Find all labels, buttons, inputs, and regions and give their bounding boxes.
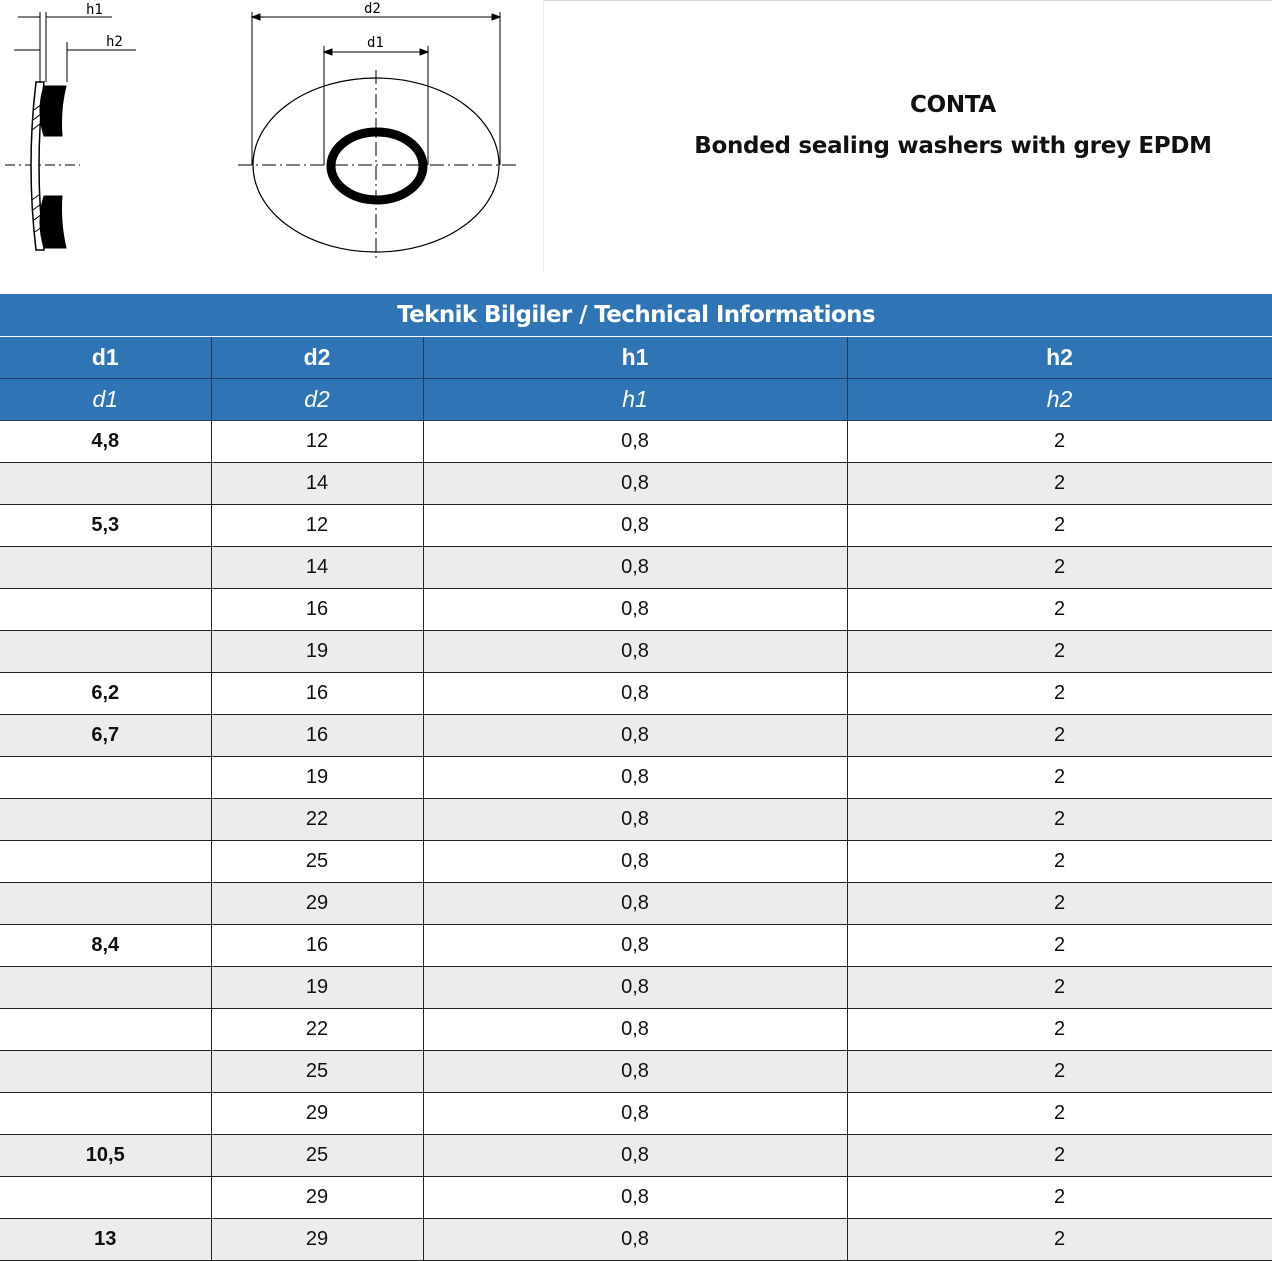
- cell-d1: 4,8: [0, 421, 211, 463]
- cell-h2: 2: [847, 589, 1272, 631]
- cell-h2: 2: [847, 925, 1272, 967]
- technical-drawing: [0, 0, 544, 272]
- cell-d2: 25: [211, 1135, 423, 1177]
- cell-d2: 19: [211, 631, 423, 673]
- column-subheader-d1: d1: [0, 379, 211, 421]
- cell-d1: 5,3: [0, 505, 211, 547]
- cell-d2: 16: [211, 589, 423, 631]
- cell-h1: 0,8: [423, 1051, 847, 1093]
- table-row: [0, 715, 1272, 757]
- top-rule: [543, 0, 1272, 1]
- cell-d2: 19: [211, 967, 423, 1009]
- table-row: [0, 883, 1272, 925]
- column-header-h1: h1: [423, 337, 847, 379]
- cell-h2: 2: [847, 841, 1272, 883]
- cell-h2: 2: [847, 1051, 1272, 1093]
- cell-h1: 0,8: [423, 1219, 847, 1261]
- title-block: [543, 85, 1272, 167]
- d2-dimension-label: d2: [364, 1, 381, 17]
- h1-dimension-label: h1: [86, 2, 103, 18]
- table-row: [0, 1177, 1272, 1219]
- cell-d1: 6,2: [0, 673, 211, 715]
- table-row: [0, 1051, 1272, 1093]
- cell-h2: 2: [847, 673, 1272, 715]
- table-row: [0, 421, 1272, 463]
- cell-d1: 8,4: [0, 925, 211, 967]
- cell-h2: 2: [847, 715, 1272, 757]
- table-row: [0, 505, 1272, 547]
- cell-h2: 2: [847, 421, 1272, 463]
- table-row: [0, 673, 1272, 715]
- table-row: [0, 1219, 1272, 1261]
- cell-h2: 2: [847, 1135, 1272, 1177]
- cell-h1: 0,8: [423, 841, 847, 883]
- cell-h1: 0,8: [423, 673, 847, 715]
- table-row: [0, 1135, 1272, 1177]
- cell-d1: [0, 841, 211, 883]
- cell-d1: 13: [0, 1219, 211, 1261]
- cell-d1: [0, 883, 211, 925]
- h2-dimension-label: h2: [106, 34, 123, 50]
- column-subheader-row: [0, 379, 1272, 421]
- cell-d2: 29: [211, 883, 423, 925]
- table-caption-row: [0, 294, 1272, 337]
- cell-d2: 14: [211, 547, 423, 589]
- cell-h2: 2: [847, 1177, 1272, 1219]
- cell-h1: 0,8: [423, 421, 847, 463]
- cell-h1: 0,8: [423, 1009, 847, 1051]
- cell-d2: 25: [211, 841, 423, 883]
- cell-h1: 0,8: [423, 757, 847, 799]
- cell-d1: [0, 547, 211, 589]
- cell-h2: 2: [847, 883, 1272, 925]
- cell-h1: 0,8: [423, 883, 847, 925]
- cell-d2: 29: [211, 1177, 423, 1219]
- cell-h1: 0,8: [423, 547, 847, 589]
- cell-h1: 0,8: [423, 631, 847, 673]
- cell-d1: [0, 631, 211, 673]
- cell-h2: 2: [847, 1219, 1272, 1261]
- cell-d1: [0, 463, 211, 505]
- technical-table: [0, 294, 1272, 1261]
- column-header-d2: d2: [211, 337, 423, 379]
- cell-d2: 12: [211, 505, 423, 547]
- cell-h2: 2: [847, 967, 1272, 1009]
- column-subheader-h2: h2: [847, 379, 1272, 421]
- cell-h1: 0,8: [423, 967, 847, 1009]
- cell-d1: [0, 967, 211, 1009]
- cell-d2: 22: [211, 799, 423, 841]
- cell-d1: [0, 1051, 211, 1093]
- cell-d1: 10,5: [0, 1135, 211, 1177]
- cell-d1: [0, 757, 211, 799]
- column-subheader-d2: d2: [211, 379, 423, 421]
- cell-h1: 0,8: [423, 505, 847, 547]
- cell-h2: 2: [847, 505, 1272, 547]
- cell-h2: 2: [847, 1009, 1272, 1051]
- column-subheader-h1: h1: [423, 379, 847, 421]
- cell-h1: 0,8: [423, 463, 847, 505]
- cell-d1: [0, 1093, 211, 1135]
- cell-h2: 2: [847, 547, 1272, 589]
- table-row: [0, 1009, 1272, 1051]
- cell-h1: 0,8: [423, 1177, 847, 1219]
- column-header-h2: h2: [847, 337, 1272, 379]
- cell-h1: 0,8: [423, 925, 847, 967]
- cell-h1: 0,8: [423, 589, 847, 631]
- cell-d2: 25: [211, 1051, 423, 1093]
- cell-d2: 22: [211, 1009, 423, 1051]
- cell-h1: 0,8: [423, 1135, 847, 1177]
- table-row: [0, 589, 1272, 631]
- cell-h2: 2: [847, 631, 1272, 673]
- cell-d1: [0, 1009, 211, 1051]
- cell-d2: 14: [211, 463, 423, 505]
- cell-d2: 12: [211, 421, 423, 463]
- cell-h1: 0,8: [423, 1093, 847, 1135]
- cell-h2: 2: [847, 1093, 1272, 1135]
- cell-d1: [0, 799, 211, 841]
- column-header-d1: d1: [0, 337, 211, 379]
- brand-title: CONTA: [910, 92, 996, 118]
- table-row: [0, 841, 1272, 883]
- cell-d2: 16: [211, 925, 423, 967]
- data-rows: [0, 421, 1272, 1261]
- cell-h1: 0,8: [423, 799, 847, 841]
- product-subtitle: Bonded sealing washers with grey EPDM: [694, 133, 1212, 159]
- cell-d1: [0, 1177, 211, 1219]
- washer-drawing: [0, 0, 543, 272]
- table-caption: Teknik Bilgiler / Technical Informations: [0, 294, 1272, 337]
- cell-d2: 19: [211, 757, 423, 799]
- table-row: [0, 463, 1272, 505]
- table-row: [0, 631, 1272, 673]
- cell-h2: 2: [847, 799, 1272, 841]
- cell-h2: 2: [847, 757, 1272, 799]
- table-row: [0, 925, 1272, 967]
- cell-d1: 6,7: [0, 715, 211, 757]
- cell-d2: 16: [211, 673, 423, 715]
- cell-d1: [0, 589, 211, 631]
- table-row: [0, 799, 1272, 841]
- table-row: [0, 1093, 1272, 1135]
- cell-h2: 2: [847, 463, 1272, 505]
- d1-dimension-label: d1: [367, 35, 384, 51]
- table-row: [0, 547, 1272, 589]
- column-header-row: [0, 337, 1272, 379]
- cell-d2: 29: [211, 1093, 423, 1135]
- cell-d2: 16: [211, 715, 423, 757]
- table-row: [0, 757, 1272, 799]
- cell-d2: 29: [211, 1219, 423, 1261]
- cell-h1: 0,8: [423, 715, 847, 757]
- table-row: [0, 967, 1272, 1009]
- table-body: [0, 294, 1272, 421]
